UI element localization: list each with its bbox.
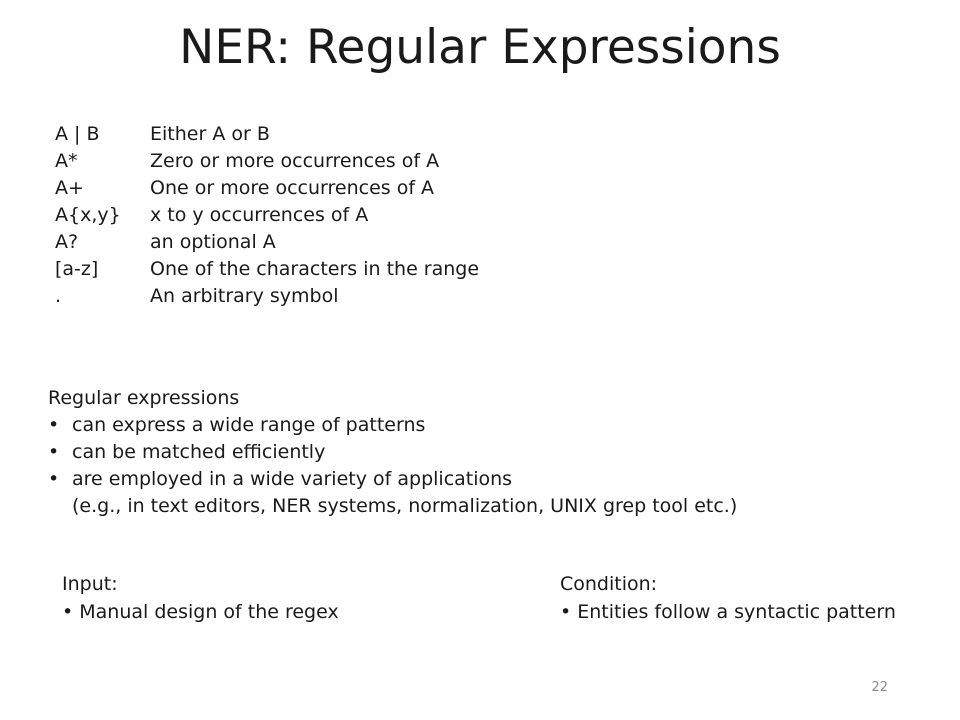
input-item: • Manual design of the regex: [62, 598, 339, 626]
page-number: 22: [871, 680, 888, 695]
regex-meaning: One of the characters in the range: [150, 258, 480, 280]
applications-examples: (e.g., in text editors, NER systems, normalization, UNIX grep tool etc.): [72, 495, 738, 517]
regex-properties-heading: Regular expressions: [48, 387, 240, 409]
regex-meaning: An arbitrary symbol: [150, 285, 339, 307]
regex-symbol: A*: [55, 150, 78, 172]
input-block: [62, 570, 339, 626]
regex-symbol: A{x,y}: [55, 204, 121, 226]
regex-symbol: [a-z]: [55, 258, 99, 280]
regex-symbol: A | B: [55, 123, 100, 145]
condition-block: [560, 570, 896, 626]
regex-properties: [48, 385, 737, 520]
regex-row: [55, 256, 479, 283]
regex-meaning: Zero or more occurrences of A: [150, 150, 440, 172]
regex-row: [55, 283, 339, 310]
regex-row: [55, 148, 439, 175]
regex-symbol: A+: [55, 177, 84, 199]
list-item: • are employed in a wide variety of applications: [48, 466, 737, 493]
slide-title: NER: Regular Expressions: [179, 20, 781, 75]
regex-properties-list: [48, 412, 737, 493]
condition-heading: Condition:: [560, 573, 658, 595]
regex-row: [55, 175, 434, 202]
regex-row: [55, 229, 276, 256]
regex-meaning: x to y occurrences of A: [150, 204, 369, 226]
condition-item: • Entities follow a syntactic pattern: [560, 598, 896, 626]
regex-meaning: One or more occurrences of A: [150, 177, 435, 199]
regex-symbol: .: [55, 285, 62, 307]
regex-symbol: A?: [55, 231, 79, 253]
list-item: • can express a wide range of patterns: [48, 412, 737, 439]
input-heading: Input:: [62, 573, 118, 595]
regex-meaning: Either A or B: [150, 123, 270, 145]
regex-row: [55, 202, 368, 229]
regex-row: [55, 121, 270, 148]
list-item: • can be matched efficiently: [48, 439, 737, 466]
regex-meaning: an optional A: [150, 231, 276, 253]
